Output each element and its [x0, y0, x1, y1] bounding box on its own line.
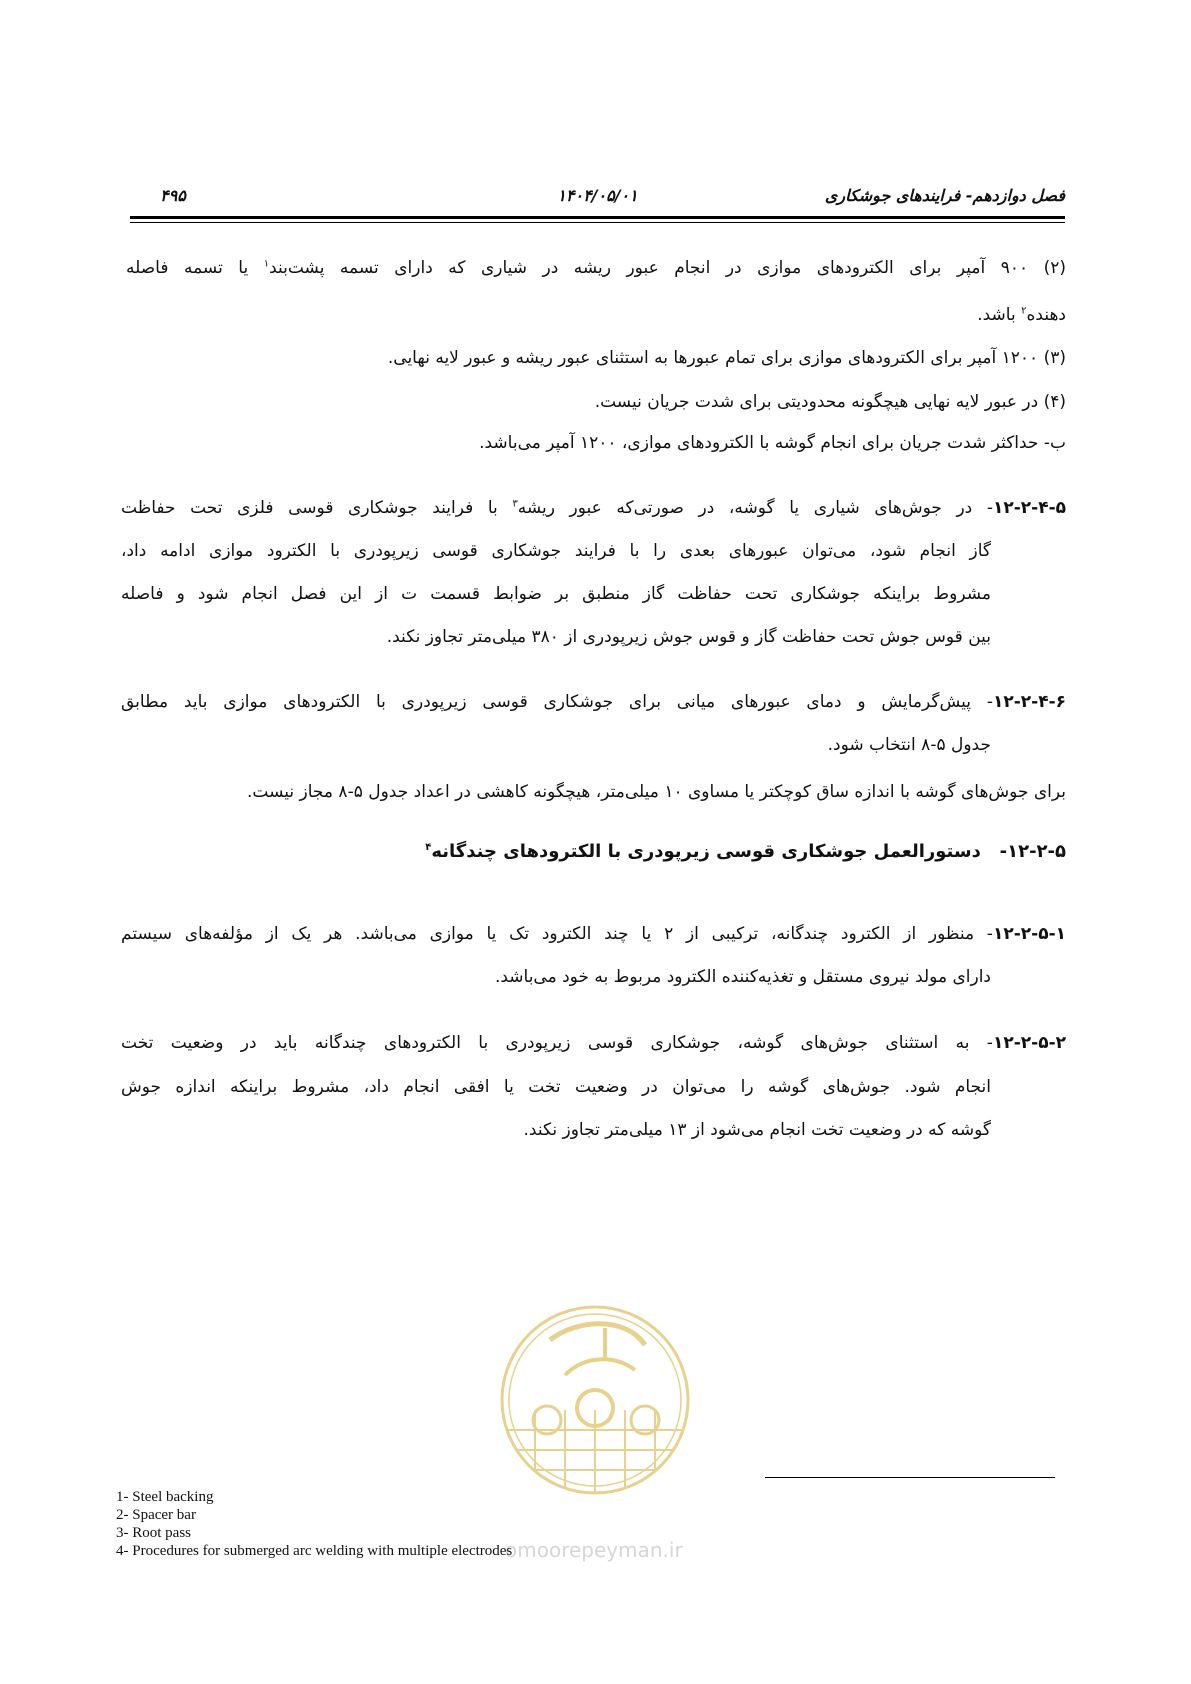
section-number: ۱۲-۲-۴-۵ [992, 498, 1067, 518]
section-12-2-4-6-line-2: جدول ۵-۸ انتخاب شود. [827, 735, 991, 755]
section-12-2-5-2-line-3: گوشه که در وضعیت تخت انجام می‌شود از ۱۳ میلی‌متر تجاوز نکند. [523, 1120, 991, 1140]
chapter-title: فصل دوازدهم- فرایندهای جوشکاری [824, 186, 1065, 205]
item-b: ب- حداکثر شدت جریان برای انجام گوشه با الکترودهای موازی، ۱۲۰۰ آمپر می‌باشد. [479, 433, 1066, 453]
watermark-seal-logo [495, 1300, 695, 1550]
footnote-1: 1- Steel backing [116, 1489, 214, 1505]
footnote-3: 3- Root pass [116, 1525, 191, 1541]
heading-number: ۱۲-۲-۵- [999, 841, 1066, 862]
footnote-ref-4: ۴ [425, 842, 432, 853]
section-number: ۱۲-۲-۴-۶ [992, 692, 1066, 712]
item-2-line-1: (۲) ۹۰۰ آمپر برای الکترودهای موازی در انجام عبور ریشه در شیاری که دارای تسمه پشت‌بند$^۱$ یا تسمه فاصله [126, 258, 1066, 278]
section-12-2-5-1-line-1: ۱۲-۲-۵-۱- منظور از الکترود چندگانه، ترکیبی از ۲ یا چند الکترود تک یا موازی می‌باشد. هر یک از مؤلفه‌های سیستم [121, 924, 1066, 944]
heading-title: دستورالعمل جوشکاری قوسی زیرپودری با الکترودهای چندگانه [431, 841, 981, 862]
watermark-url: omoorepeyman.ir [505, 1538, 683, 1562]
footnote-2: 2- Spacer bar [116, 1507, 196, 1523]
header-date: ۱۴۰۴/۰۵/۰۱ [557, 186, 638, 205]
footnote-4: 4- Procedures for submerged arc welding with multiple electrodes [116, 1543, 513, 1559]
section-12-2-4-6-paragraph: برای جوش‌های گوشه با اندازه ساق کوچکتر یا مساوی ۱۰ میلی‌متر، هیچگونه کاهشی در اعداد جدول ۵-۸ مجاز نیست. [247, 782, 1066, 802]
footnotes [116, 1488, 512, 1560]
section-12-2-4-5-line-2: گاز انجام شود، می‌توان عبورهای بعدی را با فرایند جوشکاری قوسی زیرپودری با الکترود موازی ادامه داد، [121, 541, 991, 561]
header-rule-thin [130, 222, 1065, 223]
section-12-2-5-2-line-1: ۱۲-۲-۵-۲- به استثنای جوش‌های گوشه، جوشکاری قوسی زیرپودری با الکترودهای چندگانه باید در وضعیت تخت [121, 1033, 1066, 1053]
section-12-2-5-1-line-2: دارای مولد نیروی مستقل و تغذیه‌کننده الکترود مربوط به خود می‌باشد. [494, 967, 991, 987]
header-rule-thick [130, 216, 1065, 219]
item-2-line-2: دهنده$^۲$ باشد. [977, 305, 1066, 325]
section-12-2-4-6-line-1: ۱۲-۲-۴-۶- پیش‌گرمایش و دمای عبورهای میانی برای جوشکاری قوسی زیرپودری با الکترودهای موازی باید مطابق [121, 692, 1066, 712]
section-number: ۱۲-۲-۵-۱ [992, 924, 1066, 944]
page-number: ۴۹۵ [160, 186, 186, 205]
section-heading-12-2-5 [425, 841, 1066, 862]
footnote-ref-3: ۳ [512, 498, 518, 510]
section-12-2-4-5-line-4: بین قوس جوش تحت حفاظت گاز و قوس جوش زیرپودری از ۳۸۰ میلی‌متر تجاوز نکند. [386, 627, 991, 647]
item-4: (۴) در عبور لایه نهایی هیچگونه محدودیتی برای شدت جریان نیست. [594, 392, 1066, 412]
running-header [130, 186, 1065, 216]
section-12-2-4-5-line-3: مشروط براینکه جوشکاری تحت حفاظت گاز منطبق بر ضوابط قسمت ت از این فصل انجام شود و فاصله [121, 584, 991, 604]
footnote-ref-1: ۱ [263, 258, 270, 270]
section-number: ۱۲-۲-۵-۲ [992, 1033, 1066, 1053]
item-3: (۳) ۱۲۰۰ آمپر برای الکترودهای موازی برای تمام عبورها به استثنای عبور ریشه و عبور لایه نهایی. [387, 348, 1066, 368]
footnote-rule [765, 1477, 1055, 1478]
section-12-2-4-5-line-1: ۱۲-۲-۴-۵- در جوش‌های شیاری یا گوشه، در صورتی‌که عبور ریشه$^۳$ با فرایند جوشکاری قوسی فلزی تحت حفاظت [121, 498, 1067, 518]
footnote-ref-2: ۲ [1021, 305, 1027, 317]
section-12-2-5-2-line-2: انجام شود. جوش‌های گوشه را می‌توان در وضعیت تخت یا افقی انجام داد، مشروط براینکه اندازه جوش [121, 1077, 991, 1097]
